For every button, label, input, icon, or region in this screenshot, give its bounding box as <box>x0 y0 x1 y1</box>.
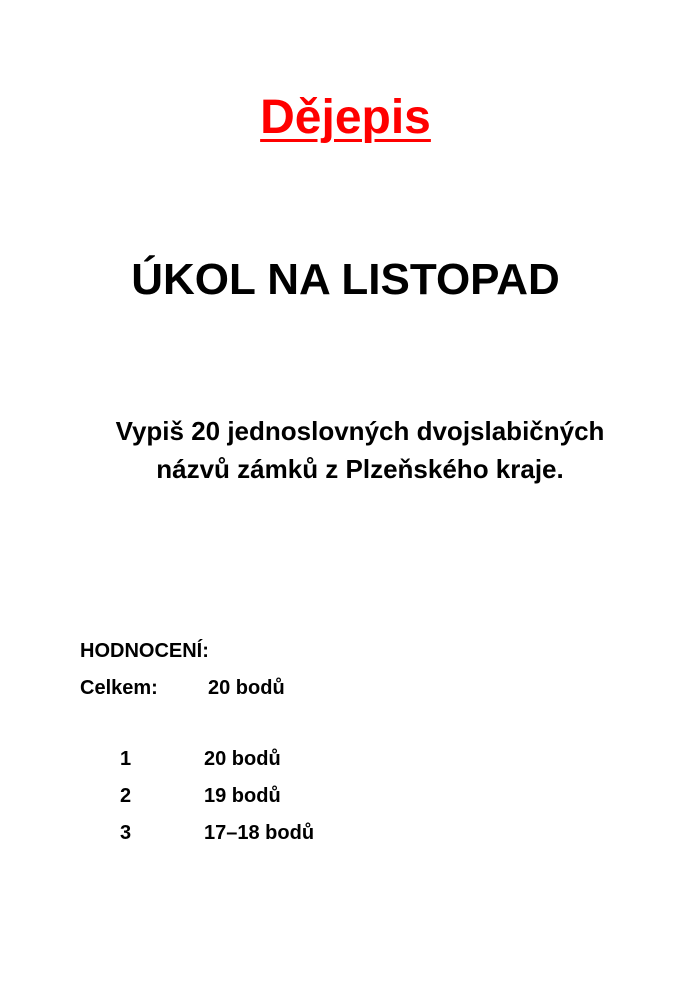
task-text <box>70 412 650 488</box>
grade-number: 1 <box>120 748 132 770</box>
grade-points: 20 bodů <box>204 748 281 770</box>
evaluation-total <box>80 675 285 701</box>
grade-number: 2 <box>120 785 132 807</box>
grade-number: 3 <box>120 822 132 844</box>
task-line-1: Vypiš 20 jednoslovných dvojslabičných <box>115 416 605 446</box>
grade-points: 19 bodů <box>204 785 281 807</box>
total-value: 20 bodů <box>208 677 285 699</box>
grade-points: 17–18 bodů <box>204 822 315 844</box>
task-line-2: názvů zámků z Plzeňského kraje. <box>156 454 564 484</box>
subject-title: Dějepis <box>260 91 431 144</box>
evaluation-title: HODNOCENÍ: <box>80 640 209 662</box>
assignment-heading: ÚKOL NA LISTOPAD <box>131 255 560 304</box>
total-label: Celkem: <box>80 677 158 699</box>
